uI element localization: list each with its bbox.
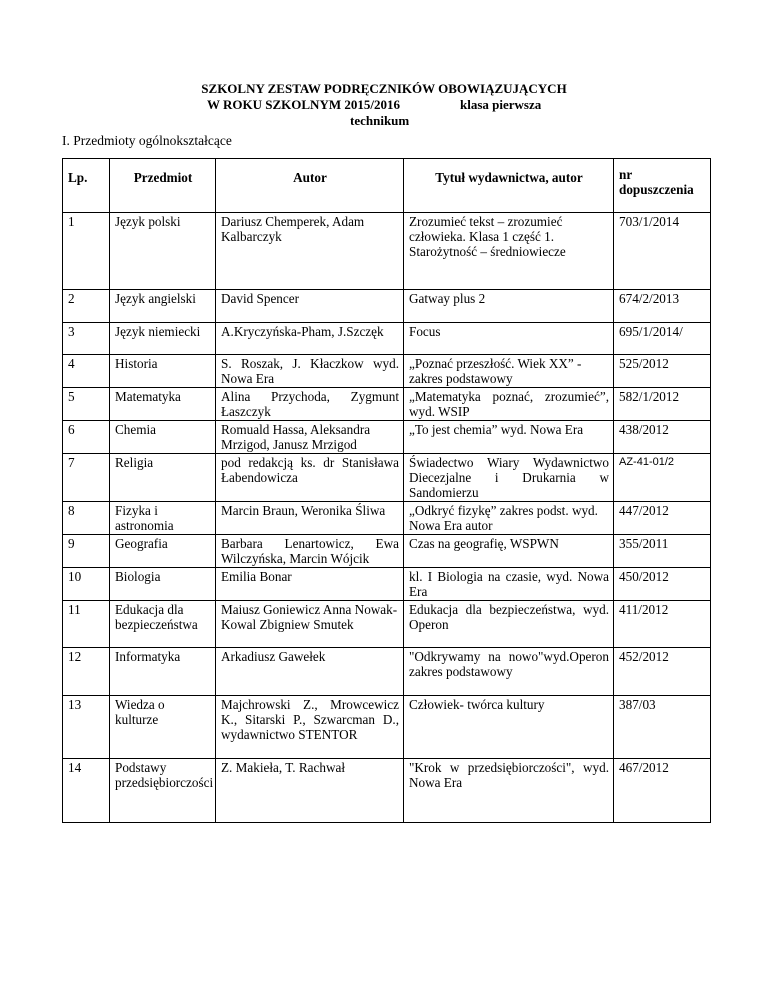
cell-number: 582/1/2012 (614, 388, 711, 421)
cell-number: 447/2012 (614, 502, 711, 535)
cell-title: „Matematyka poznać, zrozumieć”, wyd. WSIP (404, 388, 614, 421)
cell-author: Dariusz Chemperek, Adam Kalbarczyk (216, 213, 404, 290)
cell-lp: 14 (63, 759, 110, 823)
cell-title: „Poznać przeszłość. Wiek XX” - zakres podstawowy (404, 355, 614, 388)
table-row (63, 759, 711, 823)
cell-number: 525/2012 (614, 355, 711, 388)
cell-lp: 5 (63, 388, 110, 421)
cell-number: 411/2012 (614, 601, 711, 648)
cell-author: Arkadiusz Gawełek (216, 648, 404, 696)
cell-subject: Geografia (110, 535, 216, 568)
title-line-2 (0, 97, 768, 113)
cell-subject: Język polski (110, 213, 216, 290)
school-year: W ROKU SZKOLNYM 2015/2016 (207, 97, 400, 112)
cell-lp: 8 (63, 502, 110, 535)
cell-author: Maiusz Goniewicz Anna Nowak-Kowal Zbigniew Smutek (216, 601, 404, 648)
table-row (63, 535, 711, 568)
cell-author: A.Kryczyńska-Pham, J.Szczęk (216, 323, 404, 355)
table-row (63, 648, 711, 696)
cell-author: Z. Makieła, T. Rachwał (216, 759, 404, 823)
table-row (63, 388, 711, 421)
cell-subject: Informatyka (110, 648, 216, 696)
cell-author: pod redakcją ks. dr Stanisława Łabendowicza (216, 454, 404, 502)
cell-subject: Religia (110, 454, 216, 502)
cell-author: S. Roszak, J. Kłaczkow wyd. Nowa Era (216, 355, 404, 388)
cell-author: David Spencer (216, 290, 404, 323)
cell-title: "Krok w przedsiębiorczości", wyd. Nowa Era (404, 759, 614, 823)
cell-number: 355/2011 (614, 535, 711, 568)
cell-lp: 12 (63, 648, 110, 696)
cell-number: 450/2012 (614, 568, 711, 601)
cell-number: 387/03 (614, 696, 711, 759)
cell-subject: Chemia (110, 421, 216, 454)
cell-lp: 2 (63, 290, 110, 323)
header-author: Autor (216, 159, 404, 213)
table-row (63, 696, 711, 759)
document-title (0, 81, 768, 128)
cell-subject: Wiedza o kulturze (110, 696, 216, 759)
cell-title: „Odkryć fizykę” zakres podst. wyd. Nowa Era autor (404, 502, 614, 535)
cell-subject: Biologia (110, 568, 216, 601)
table-header-row (63, 159, 711, 213)
header-subject: Przedmiot (110, 159, 216, 213)
cell-lp: 10 (63, 568, 110, 601)
cell-subject: Matematyka (110, 388, 216, 421)
cell-title: Gatway plus 2 (404, 290, 614, 323)
cell-title: Focus (404, 323, 614, 355)
cell-number: 467/2012 (614, 759, 711, 823)
cell-title: Człowiek- twórca kultury (404, 696, 614, 759)
header-title: Tytuł wydawnictwa, autor (404, 159, 614, 213)
cell-title: Świadectwo Wiary Wydawnictwo Diecezjalne i Drukarnia w Sandomierzu (404, 454, 614, 502)
cell-subject: Fizyka i astronomia (110, 502, 216, 535)
cell-number: 703/1/2014 (614, 213, 711, 290)
cell-number: 674/2/2013 (614, 290, 711, 323)
cell-number: 438/2012 (614, 421, 711, 454)
table-row (63, 290, 711, 323)
cell-author: Romuald Hassa, Aleksandra Mrzigod, Janusz Mrzigod (216, 421, 404, 454)
table-row (63, 568, 711, 601)
section-title: I. Przedmioty ogólnokształcące (62, 133, 232, 148)
cell-number: AZ-41-01/2 (614, 454, 711, 502)
cell-title: Edukacja dla bezpieczeństwa, wyd. Operon (404, 601, 614, 648)
cell-title: Zrozumieć tekst – zrozumieć człowieka. Klasa 1 część 1. Starożytność – średniowiecze (404, 213, 614, 290)
class-level: klasa pierwsza (460, 97, 542, 112)
cell-lp: 1 (63, 213, 110, 290)
header-lp: Lp. (63, 159, 110, 213)
table-row (63, 213, 711, 290)
cell-subject: Historia (110, 355, 216, 388)
cell-title: „To jest chemia” wyd. Nowa Era (404, 421, 614, 454)
cell-lp: 13 (63, 696, 110, 759)
cell-lp: 3 (63, 323, 110, 355)
cell-lp: 6 (63, 421, 110, 454)
cell-subject: Edukacja dla bezpieczeństwa (110, 601, 216, 648)
cell-lp: 11 (63, 601, 110, 648)
cell-author: Alina Przychoda, Zygmunt Łaszczyk (216, 388, 404, 421)
cell-author: Barbara Lenartowicz, Ewa Wilczyńska, Marcin Wójcik (216, 535, 404, 568)
table-row (63, 601, 711, 648)
school-type: technikum (350, 113, 410, 128)
cell-number: 695/1/2014/ (614, 323, 711, 355)
header-approval-number: nr dopuszczenia (614, 159, 711, 213)
table-row (63, 454, 711, 502)
cell-author: Marcin Braun, Weronika Śliwa (216, 502, 404, 535)
cell-lp: 4 (63, 355, 110, 388)
cell-author: Majchrowski Z., Mrowcewicz K., Sitarski P., Szwarcman D., wydawnictwo STENTOR (216, 696, 404, 759)
cell-title: kl. I Biologia na czasie, wyd. Nowa Era (404, 568, 614, 601)
title-line-1: SZKOLNY ZESTAW PODRĘCZNIKÓW OBOWIĄZUJĄCYCH (201, 81, 567, 96)
textbook-table (62, 158, 711, 823)
table-row (63, 355, 711, 388)
cell-subject: Język niemiecki (110, 323, 216, 355)
table-row (63, 323, 711, 355)
table-row (63, 421, 711, 454)
cell-number: 452/2012 (614, 648, 711, 696)
table-row (63, 502, 711, 535)
cell-author: Emilia Bonar (216, 568, 404, 601)
cell-subject: Język angielski (110, 290, 216, 323)
cell-subject: Podstawy przedsiębiorczości (110, 759, 216, 823)
cell-lp: 7 (63, 454, 110, 502)
cell-lp: 9 (63, 535, 110, 568)
cell-title: Czas na geografię, WSPWN (404, 535, 614, 568)
cell-title: "Odkrywamy na nowo"wyd.Operon zakres podstawowy (404, 648, 614, 696)
